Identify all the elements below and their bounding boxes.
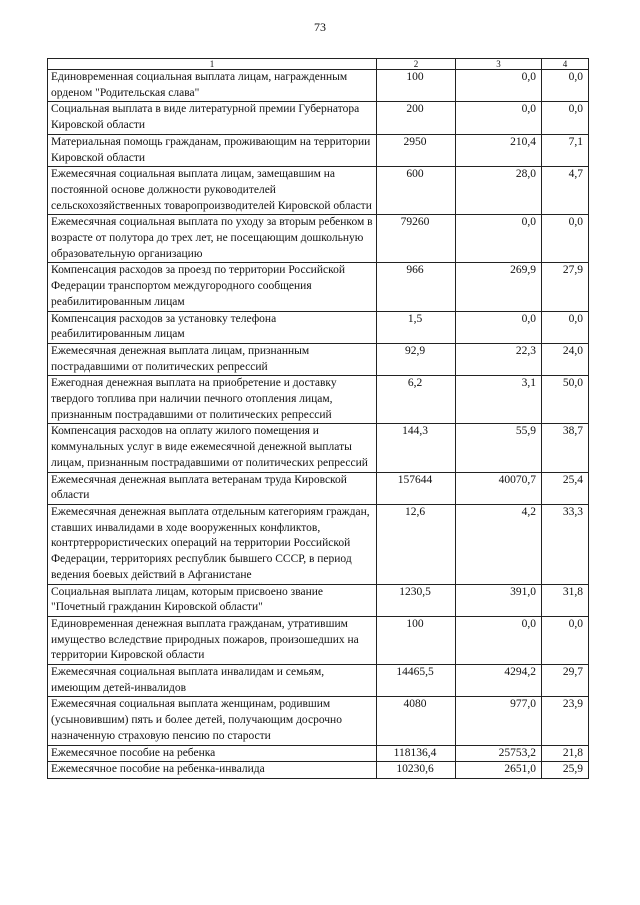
executed-amount-cell: 0,0 bbox=[456, 70, 542, 102]
table-row bbox=[48, 215, 589, 263]
planned-amount-cell: 200 bbox=[377, 102, 456, 134]
table-row bbox=[48, 697, 589, 745]
percent-cell: 25,9 bbox=[542, 762, 589, 779]
row-name-cell: Компенсация расходов за проезд по территории Российской Федерации транспортом междугородного сообщения реабилитированным лицам bbox=[48, 263, 377, 311]
percent-cell: 33,3 bbox=[542, 504, 589, 584]
percent-cell: 27,9 bbox=[542, 263, 589, 311]
executed-amount-cell: 0,0 bbox=[456, 616, 542, 664]
planned-amount-cell: 14465,5 bbox=[377, 665, 456, 697]
planned-amount-cell: 1230,5 bbox=[377, 584, 456, 616]
row-name-cell: Ежемесячная денежная выплата ветеранам труда Кировской области bbox=[48, 472, 377, 504]
percent-cell: 25,4 bbox=[542, 472, 589, 504]
executed-amount-cell: 0,0 bbox=[456, 215, 542, 263]
percent-cell: 0,0 bbox=[542, 311, 589, 343]
table-row bbox=[48, 70, 589, 102]
row-name-cell: Ежемесячная денежная выплата лицам, признанным пострадавшими от политических репрессий bbox=[48, 343, 377, 375]
column-header-4: 4 bbox=[542, 59, 589, 70]
table-row bbox=[48, 167, 589, 215]
row-name-cell: Единовременная денежная выплата гражданам, утратившим имущество вследствие природных пожаров, произошедших на территории Кировской области bbox=[48, 616, 377, 664]
row-name-cell: Ежемесячная социальная выплата лицам, замещавшим на постоянной основе должности руководителей сельскохозяйственных товаропроизводителей Кировской области bbox=[48, 167, 377, 215]
executed-amount-cell: 28,0 bbox=[456, 167, 542, 215]
executed-amount-cell: 3,1 bbox=[456, 376, 542, 424]
planned-amount-cell: 12,6 bbox=[377, 504, 456, 584]
percent-cell: 0,0 bbox=[542, 616, 589, 664]
row-name-cell: Единовременная социальная выплата лицам, награжденным орденом "Родительская слава" bbox=[48, 70, 377, 102]
planned-amount-cell: 2950 bbox=[377, 134, 456, 166]
table-row bbox=[48, 424, 589, 472]
percent-cell: 31,8 bbox=[542, 584, 589, 616]
table-body bbox=[48, 70, 589, 779]
page-number: 73 bbox=[314, 20, 326, 34]
percent-cell: 38,7 bbox=[542, 424, 589, 472]
planned-amount-cell: 100 bbox=[377, 616, 456, 664]
table-row bbox=[48, 762, 589, 779]
column-header-1: 1 bbox=[48, 59, 377, 70]
planned-amount-cell: 6,2 bbox=[377, 376, 456, 424]
percent-cell: 0,0 bbox=[542, 215, 589, 263]
table-row bbox=[48, 665, 589, 697]
percent-cell: 7,1 bbox=[542, 134, 589, 166]
planned-amount-cell: 157644 bbox=[377, 472, 456, 504]
row-name-cell: Ежемесячная социальная выплата женщинам, родившим (усыновившим) пять и более детей, получающим досрочно назначенную страховую пенсию по старости bbox=[48, 697, 377, 745]
planned-amount-cell: 100 bbox=[377, 70, 456, 102]
budget-table bbox=[47, 58, 589, 779]
percent-cell: 23,9 bbox=[542, 697, 589, 745]
table-row bbox=[48, 376, 589, 424]
row-name-cell: Ежемесячная социальная выплата по уходу за вторым ребенком в возрасте от полутора до трех лет, не посещающим дошкольную образовательную организацию bbox=[48, 215, 377, 263]
executed-amount-cell: 0,0 bbox=[456, 311, 542, 343]
percent-cell: 4,7 bbox=[542, 167, 589, 215]
percent-cell: 0,0 bbox=[542, 70, 589, 102]
row-name-cell: Ежемесячное пособие на ребенка-инвалида bbox=[48, 762, 377, 779]
percent-cell: 24,0 bbox=[542, 343, 589, 375]
executed-amount-cell: 2651,0 bbox=[456, 762, 542, 779]
planned-amount-cell: 10230,6 bbox=[377, 762, 456, 779]
planned-amount-cell: 118136,4 bbox=[377, 745, 456, 762]
table-row bbox=[48, 584, 589, 616]
executed-amount-cell: 0,0 bbox=[456, 102, 542, 134]
column-header-2: 2 bbox=[377, 59, 456, 70]
column-header-3: 3 bbox=[456, 59, 542, 70]
table-row bbox=[48, 616, 589, 664]
executed-amount-cell: 22,3 bbox=[456, 343, 542, 375]
table-row bbox=[48, 343, 589, 375]
row-name-cell: Ежегодная денежная выплата на приобретение и доставку твердого топлива при наличии печного отопления лицам, признанным пострадавшими от политических репрессий bbox=[48, 376, 377, 424]
row-name-cell: Ежемесячная денежная выплата отдельным категориям граждан, ставших инвалидами в ходе вооруженных конфликтов, контртеррористических операций на территории Российской Федерации, территориях республик бывшего СССР, в период ведения боевых действий в Афганистане bbox=[48, 504, 377, 584]
table-row bbox=[48, 263, 589, 311]
table-row bbox=[48, 745, 589, 762]
row-name-cell: Компенсация расходов на оплату жилого помещения и коммунальных услуг в виде ежемесячной денежной выплаты лицам, признанным пострадавшими от политических репрессий bbox=[48, 424, 377, 472]
table-row bbox=[48, 102, 589, 134]
table-row bbox=[48, 472, 589, 504]
percent-cell: 29,7 bbox=[542, 665, 589, 697]
executed-amount-cell: 4,2 bbox=[456, 504, 542, 584]
executed-amount-cell: 40070,7 bbox=[456, 472, 542, 504]
table-row bbox=[48, 504, 589, 584]
percent-cell: 50,0 bbox=[542, 376, 589, 424]
executed-amount-cell: 55,9 bbox=[456, 424, 542, 472]
planned-amount-cell: 92,9 bbox=[377, 343, 456, 375]
row-name-cell: Ежемесячное пособие на ребенка bbox=[48, 745, 377, 762]
row-name-cell: Материальная помощь гражданам, проживающим на территории Кировской области bbox=[48, 134, 377, 166]
percent-cell: 0,0 bbox=[542, 102, 589, 134]
executed-amount-cell: 4294,2 bbox=[456, 665, 542, 697]
table-header-row bbox=[48, 59, 589, 70]
row-name-cell: Социальная выплата в виде литературной премии Губернатора Кировской области bbox=[48, 102, 377, 134]
executed-amount-cell: 977,0 bbox=[456, 697, 542, 745]
planned-amount-cell: 1,5 bbox=[377, 311, 456, 343]
executed-amount-cell: 391,0 bbox=[456, 584, 542, 616]
planned-amount-cell: 79260 bbox=[377, 215, 456, 263]
planned-amount-cell: 966 bbox=[377, 263, 456, 311]
row-name-cell: Ежемесячная социальная выплата инвалидам и семьям, имеющим детей-инвалидов bbox=[48, 665, 377, 697]
executed-amount-cell: 25753,2 bbox=[456, 745, 542, 762]
planned-amount-cell: 600 bbox=[377, 167, 456, 215]
row-name-cell: Компенсация расходов за установку телефона реабилитированным лицам bbox=[48, 311, 377, 343]
executed-amount-cell: 210,4 bbox=[456, 134, 542, 166]
planned-amount-cell: 144,3 bbox=[377, 424, 456, 472]
table-row bbox=[48, 311, 589, 343]
row-name-cell: Социальная выплата лицам, которым присвоено звание "Почетный гражданин Кировской области" bbox=[48, 584, 377, 616]
planned-amount-cell: 4080 bbox=[377, 697, 456, 745]
percent-cell: 21,8 bbox=[542, 745, 589, 762]
table-row bbox=[48, 134, 589, 166]
executed-amount-cell: 269,9 bbox=[456, 263, 542, 311]
